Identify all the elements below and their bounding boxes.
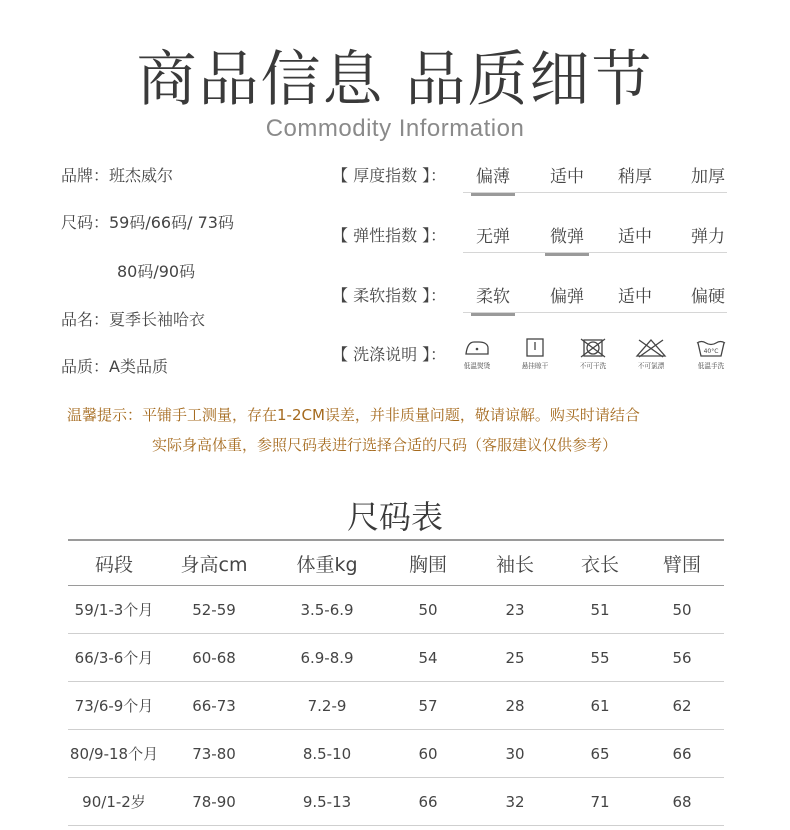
index-option: 无弹 — [476, 227, 510, 247]
hand-wash-40-icon — [695, 338, 727, 358]
table-cell: 78-90 — [192, 792, 236, 811]
index-option: 偏弹 — [550, 287, 584, 307]
table-row — [68, 730, 724, 778]
index-option: 稍厚 — [618, 167, 652, 187]
page-title: 商品信息 品质细节 — [136, 45, 654, 115]
size-info-continued: 80码/90码 — [117, 262, 196, 281]
wash-instructions-label: 【 洗涤说明 】： — [332, 345, 447, 364]
size-info: 尺码：59码/66码/ 73码 — [61, 213, 234, 232]
table-cell: 25 — [505, 648, 525, 667]
table-cell: 23 — [505, 600, 525, 619]
table-cell: 50 — [418, 600, 438, 619]
table-cell: 68 — [672, 792, 692, 811]
table-cell: 71 — [590, 792, 610, 811]
index-option: 弹力 — [691, 227, 725, 247]
tip-line-1: 温馨提示：平铺手工测量，存在1-2CM误差，并非质量问题，敬请谅解。购买时请结合 — [67, 406, 640, 424]
table-cell: 59/1-3个月 — [74, 601, 154, 619]
page-subtitle: Commodity Information — [265, 115, 525, 142]
table-cell: 66 — [672, 744, 692, 763]
wash-item: 悬挂晾干 — [510, 338, 560, 371]
table-cell: 7.2-9 — [307, 696, 347, 715]
table-cell: 61 — [590, 696, 610, 715]
no-bleach-icon — [635, 338, 667, 358]
column-header: 衣长 — [580, 553, 619, 576]
wash-temperature: 40°C — [703, 348, 719, 355]
table-cell: 8.5-10 — [302, 744, 352, 763]
index-option: 适中 — [618, 287, 652, 307]
selected-indicator — [471, 313, 515, 316]
table-cell: 65 — [590, 744, 610, 763]
table-row — [68, 634, 724, 682]
column-header: 码段 — [94, 553, 133, 576]
column-header: 体重kg — [296, 553, 358, 576]
hang-dry-icon — [521, 338, 549, 358]
wash-item: 40°C 低温手洗 — [686, 338, 736, 371]
index-option: 偏薄 — [463, 162, 523, 187]
table-cell: 50 — [672, 600, 692, 619]
index-option: 微弹 — [537, 222, 597, 247]
selected-indicator — [545, 253, 589, 256]
size-table — [68, 539, 724, 826]
table-cell: 6.9-8.9 — [300, 648, 354, 667]
elasticity-index-label: 【 弹性指数 】： — [332, 226, 447, 245]
table-cell: 90/1-2岁 — [82, 793, 146, 811]
table-cell: 55 — [590, 648, 610, 667]
wash-item: 不可干洗 — [568, 338, 618, 371]
table-header-row — [68, 540, 724, 586]
table-cell: 66 — [418, 792, 438, 811]
table-cell: 60-68 — [192, 648, 236, 667]
table-row — [68, 778, 724, 826]
index-option: 加厚 — [691, 167, 725, 187]
column-header: 臂围 — [662, 553, 701, 576]
table-cell: 66/3-6个月 — [74, 649, 154, 667]
quality-info: 品质：A类品质 — [61, 357, 168, 376]
wash-item: 低温熨烫 — [452, 338, 502, 371]
table-cell: 66-73 — [192, 696, 236, 715]
product-name-info: 品名：夏季长袖哈衣 — [61, 310, 206, 329]
table-cell: 32 — [505, 792, 525, 811]
size-table-title: 尺码表 — [346, 498, 443, 536]
table-cell: 30 — [505, 744, 525, 763]
table-row — [68, 682, 724, 730]
table-cell: 56 — [672, 648, 692, 667]
index-option: 柔软 — [463, 282, 523, 307]
divider — [463, 312, 727, 313]
table-cell: 9.5-13 — [302, 792, 352, 811]
index-option: 适中 — [550, 167, 584, 187]
table-cell: 73/6-9个月 — [74, 697, 154, 715]
table-cell: 28 — [505, 696, 525, 715]
column-header: 身高cm — [180, 553, 248, 576]
index-option: 适中 — [618, 227, 652, 247]
table-cell: 54 — [418, 648, 438, 667]
index-option: 偏硬 — [691, 287, 725, 307]
column-header: 胸围 — [408, 553, 447, 576]
no-tumble-dry-icon — [579, 338, 607, 358]
table-cell: 52-59 — [192, 600, 236, 619]
table-cell: 57 — [418, 696, 438, 715]
divider — [463, 252, 727, 253]
table-cell: 51 — [590, 600, 610, 619]
table-cell: 80/9-18个月 — [69, 745, 159, 763]
table-cell: 3.5-6.9 — [300, 600, 354, 619]
wash-item: 不可氯漂 — [626, 338, 676, 371]
low-temp-iron-icon — [463, 338, 491, 358]
table-row — [68, 586, 724, 634]
table-cell: 60 — [418, 744, 438, 763]
table-cell: 62 — [672, 696, 692, 715]
brand-info: 品牌：班杰威尔 — [61, 166, 174, 185]
table-cell: 73-80 — [192, 744, 236, 763]
thickness-index-label: 【 厚度指数 】： — [332, 166, 447, 185]
softness-index-label: 【 柔软指数 】： — [332, 286, 447, 305]
tip-line-2: 实际身高体重，参照尺码表进行选择合适的尺码（客服建议仅供参考） — [152, 436, 618, 454]
column-header: 袖长 — [495, 553, 534, 576]
divider — [463, 192, 727, 193]
selected-indicator — [471, 193, 515, 196]
